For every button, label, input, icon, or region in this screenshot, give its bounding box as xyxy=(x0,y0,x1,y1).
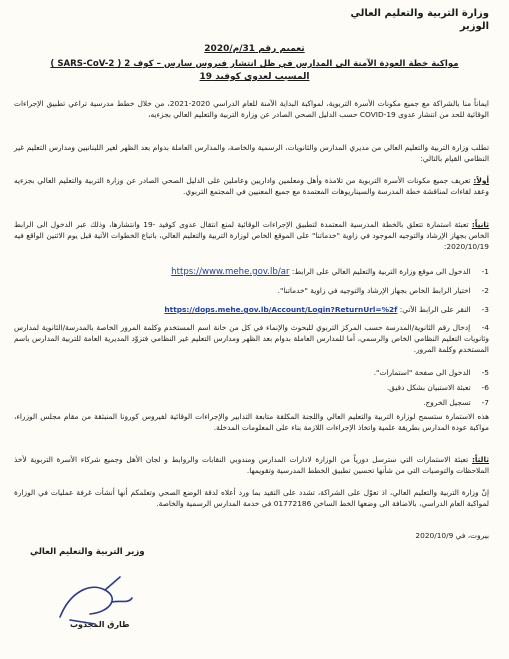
section-first xyxy=(14,175,489,197)
step-number: 7- xyxy=(481,398,489,407)
section-first-text: تعريف جميع مكونات الأسرة التربوية من تلامذة وأهل ومعلمين واداريين وعاملين على الدليل الصحي الصادر عن وزارة التربية والتعليم العالي بجزءيه وعقد لقاءات لمناقشة خطة المدرسة والسيناريوهات المعتمدة مع جميع المعنيين في المجتمع التربوي. xyxy=(14,176,489,197)
signatory-name: طارق المجذوب xyxy=(70,620,130,629)
step-3 xyxy=(14,304,489,315)
step-number: 4- xyxy=(481,323,489,332)
mehe-link[interactable]: https://www.mehe.gov.lb/ar xyxy=(171,267,290,277)
step-6 xyxy=(14,382,489,393)
section-second-text: تعبئة استمارة تتعلق بالخطة المدرسية المعتمدة لتطبيق الإجراءات الوقائية لمنع انتقال عدوى كوفيد -19 وانتشارها، وذلك عبر الدخول الى الرابط الخاص بجهاز الإرشاد والتوجيه الموجود في زاوية "خدماتنا" على الموقع الخاص لوزارة التربية والتعليم العالي، باتباع الخطوات الآتية قبل يوم الاثنين الواقع فيه 2020/10/19: xyxy=(14,220,489,252)
section-second-label: ثانياً: xyxy=(471,220,489,229)
step-number: 1- xyxy=(481,267,489,276)
step-1 xyxy=(14,266,489,278)
circular-number: تعميم رقم 31/م/2020 xyxy=(204,44,305,54)
step-number: 6- xyxy=(481,383,489,392)
section-third xyxy=(14,454,489,476)
closing-paragraph: إنّ وزارة التربية والتعليم العالي، اذ تعوّل على الشراكة، تشدد على التقيد بما ورد أعلاه لدقة الوضع الصحي وتعلمكم أنها أنشأت غرفة عمليات في الوزارة لمواكبة العام الدراسي، بالاضافة الى وضعها الخط الساخن 01772186 في خدمة المدارس الرسمية والخاصة. xyxy=(14,488,489,509)
minister-title: الوزير xyxy=(459,21,489,32)
step-number: 3- xyxy=(481,305,489,314)
section-first-label: أولاً: xyxy=(473,176,489,185)
step-number: 2- xyxy=(481,286,489,295)
date-line: بيروت، في 2020/10/9 xyxy=(415,531,489,540)
ministry-name: وزارة التربية والتعليم العالي xyxy=(350,8,489,19)
step-2 xyxy=(14,285,489,296)
step-text: تعبئة الاستبيان بشكل دقيق. xyxy=(386,383,471,392)
signatory-title: وزير التربية والتعليم العالي xyxy=(30,547,145,557)
dops-login-link[interactable]: https://dops.mehe.gov.lb/Account/Login?ReturnUrl=%2f xyxy=(164,305,398,314)
step-text: النقر على الرابط الآتي: xyxy=(399,305,471,314)
step-text: إدخال رقم الثانوية/المدرسة حسب المركز التربوي للبحوث والإنماء في كل من خانة اسم المستخدم وكلمة المرور الخاصة بالمدرسة/الثانوية لمدارس وثانويات التعليم النظامي الخاص والرسمي، أما للمدارس العاملة بدوام بعد الظهر ومدارس التعليم غير النظامي فتزوّد المديرية العامة للتربية المدارس باسم المستخدم وكلمة المرور. xyxy=(14,323,489,355)
step-5 xyxy=(14,367,489,378)
letterhead xyxy=(351,7,489,33)
request-paragraph: تطلب وزارة التربية والتعليم العالي من مديري المدارس والثانويات، الرسمية والخاصة، والمدارس العاملة بدوام بعد الظهر لغير اللبنانيين ومدارس التعليم غير النظامي القيام بالتالي: xyxy=(14,143,489,164)
section-third-text: تعبئة الاستمارات التي سترسل دورياً من الوزارة لادارات المدارس ومندوبي النقابات والروابط و لجان الأهل وجميع شركاء الأسرة التربوية لأخذ الملاحظات والتوصيات التي من شأنها تحسين تطبيق الخطط المدرسية وتقويمها. xyxy=(14,455,489,476)
section-third-label: ثالثاً: xyxy=(471,455,490,464)
section-second xyxy=(14,219,489,253)
step-text: الدخول الى موقع وزارة التربية والتعليم العالي على الرابط: xyxy=(291,267,471,276)
step-4 xyxy=(14,322,489,356)
subject-line-2: المسبب لعدوى كوفيد 19 xyxy=(199,72,310,82)
intro-paragraph: ايماناً منا بالشراكة مع جميع مكونات الأسرة التربوية، لمواكبة البداية الآمنة للعام الدراسي 2020-2021، من خلال خطط مدرسية تراعي تطبيق الإجراءات الوقائية للحد من انتشار عدوى COVID-19 حسب الدليل الصحي الصادر عن وزارة التربية والتعليم العالي بجزءيه، xyxy=(14,99,489,120)
step-7 xyxy=(14,397,489,408)
step-text: الدخول الى صفحة "استمارات". xyxy=(373,368,471,377)
step-number: 5- xyxy=(481,368,489,377)
form-note: هذه الاستمارة ستسمح لوزارة التربية والتعليم العالي واللجنة المكلفة متابعة التدابير والإجراءات الوقائية لفيروس كورونا المنبثقة من مقام مجلس الوزراء، مواكبة عودة المدارس بطريقة علمية واتخاذ الإجراءات اللازمة بناء على المعلومات المدخلة. xyxy=(14,412,489,433)
subject-line-1: مواكبة خطة العودة الآمنة الى المدارس في ظل انتشار فيروس سارس – كوف 2 ( SARS-CoV-2 ) xyxy=(50,59,459,69)
step-text: تسجيل الخروج. xyxy=(423,398,471,407)
step-text: اختيار الرابط الخاص بجهاز الإرشاد والتوجيه في زاوية "خدماتنا". xyxy=(277,286,471,295)
